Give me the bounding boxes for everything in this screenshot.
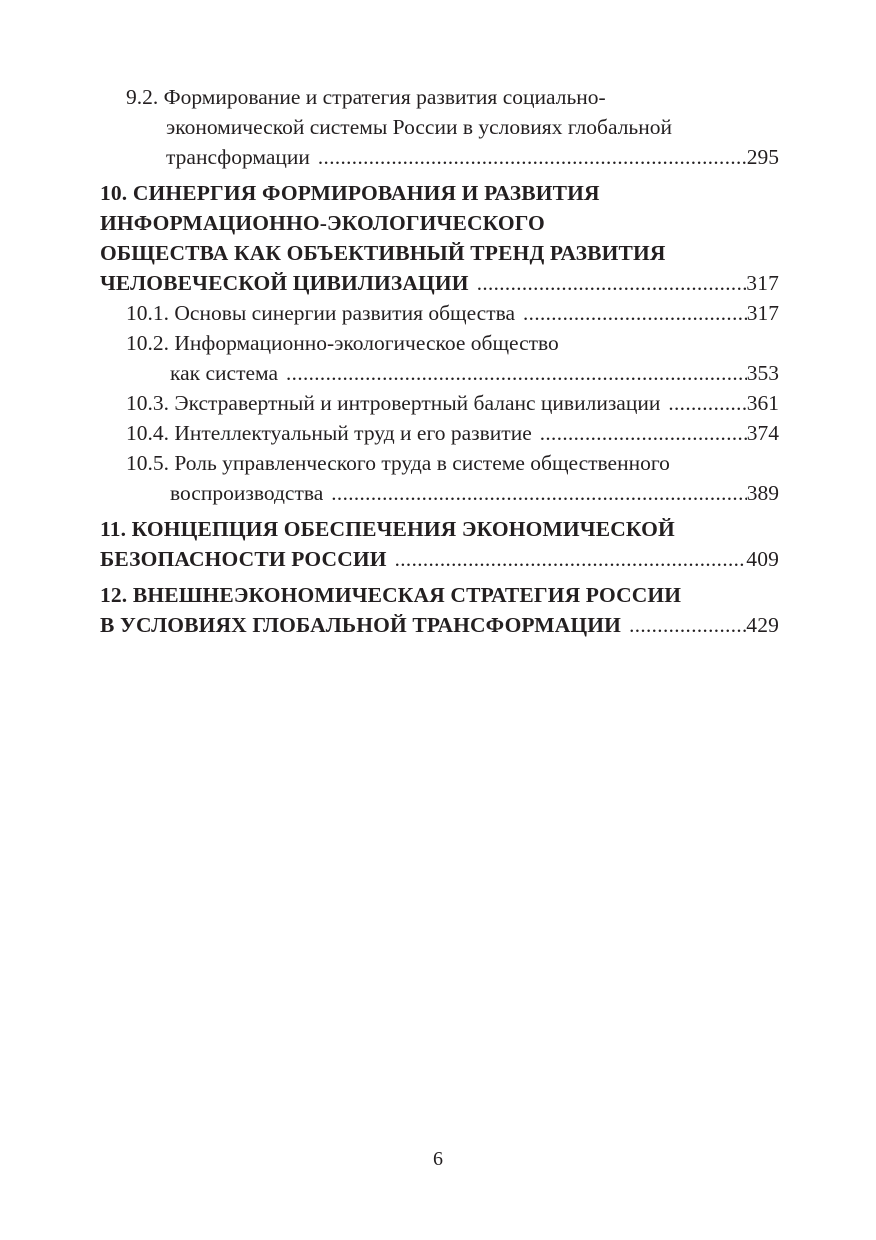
toc-line [100,298,779,328]
page-number: 6 [433,1148,443,1170]
toc-entry-10-3 [100,388,779,418]
dot-leader [286,358,747,388]
toc-entry-title: как система [170,361,279,385]
toc-line [100,418,779,448]
toc-entry-10-4 [100,418,779,448]
toc-chapter-title: 12. ВНЕШНЕЭКОНОМИЧЕСКАЯ СТРАТЕГИЯ РОССИИ [100,583,682,607]
dot-leader [540,418,747,448]
toc-chapter-title: ИНФОРМАЦИОННО-ЭКОЛОГИЧЕСКОГО [100,211,545,235]
toc-line [100,358,779,388]
dot-leader [318,142,747,172]
toc-entry-title: 10.1. Основы синергии развития общества [126,301,516,325]
toc-entry-title: 10.2. Информационно-экологическое общество [126,331,559,355]
toc-page-number: 429 [746,613,779,637]
table-of-contents [100,82,779,640]
toc-line [100,478,779,508]
toc-entry-title: 10.3. Экстравертный и интровертный баланс цивилизации [126,391,661,415]
toc-entry-9-2 [100,82,779,172]
toc-entry-10-1 [100,298,779,328]
toc-line [100,448,779,478]
toc-page-number: 317 [746,271,779,295]
toc-entry-title: 9.2. Формирование и стратегия развития социально- [126,85,606,109]
toc-line [100,238,779,268]
toc-line [100,82,779,112]
toc-chapter-title: БЕЗОПАСНОСТИ РОССИИ [100,547,387,571]
dot-leader [395,544,747,574]
toc-line [100,544,779,574]
toc-page-number: 295 [746,145,779,169]
toc-entry-title: воспроизводства [170,481,324,505]
dot-leader [331,478,746,508]
toc-entry-10-2 [100,328,779,388]
toc-chapter-title: 11. КОНЦЕПЦИЯ ОБЕСПЕЧЕНИЯ ЭКОНОМИЧЕСКОЙ [100,517,675,541]
toc-line [100,268,779,298]
toc-chapter-title: ОБЩЕСТВА КАК ОБЪЕКТИВНЫЙ ТРЕНД РАЗВИТИЯ [100,241,666,265]
toc-entry-title: 10.4. Интеллектуальный труд и его развитие [126,421,532,445]
dot-leader [668,388,746,418]
toc-line [100,580,779,610]
toc-entry-title: трансформации [166,145,310,169]
toc-page-number: 374 [746,421,779,445]
toc-line [100,328,779,358]
toc-line [100,610,779,640]
toc-page-number: 409 [746,547,779,571]
toc-page-number: 317 [746,301,779,325]
toc-line [100,112,779,142]
toc-page-number: 389 [746,481,779,505]
toc-chapter-title: 10. СИНЕРГИЯ ФОРМИРОВАНИЯ И РАЗВИТИЯ [100,181,600,205]
toc-line [100,178,779,208]
toc-line [100,514,779,544]
toc-page-number: 353 [746,361,779,385]
toc-entry-chapter-12 [100,580,779,640]
toc-line [100,208,779,238]
toc-entry-title: экономической системы России в условиях глобальной [166,115,672,139]
toc-line [100,388,779,418]
toc-chapter-title: В УСЛОВИЯХ ГЛОБАЛЬНОЙ ТРАНСФОРМАЦИИ [100,613,622,637]
dot-leader [629,610,746,640]
dot-leader [477,268,747,298]
toc-entry-10-5 [100,448,779,508]
dot-leader [523,298,747,328]
toc-entry-title: 10.5. Роль управленческого труда в системе общественного [126,451,670,475]
toc-entry-chapter-10 [100,178,779,298]
toc-entry-chapter-11 [100,514,779,574]
toc-page-number: 361 [746,391,779,415]
toc-line [100,142,779,172]
toc-chapter-title: ЧЕЛОВЕЧЕСКОЙ ЦИВИЛИЗАЦИИ [100,271,469,295]
